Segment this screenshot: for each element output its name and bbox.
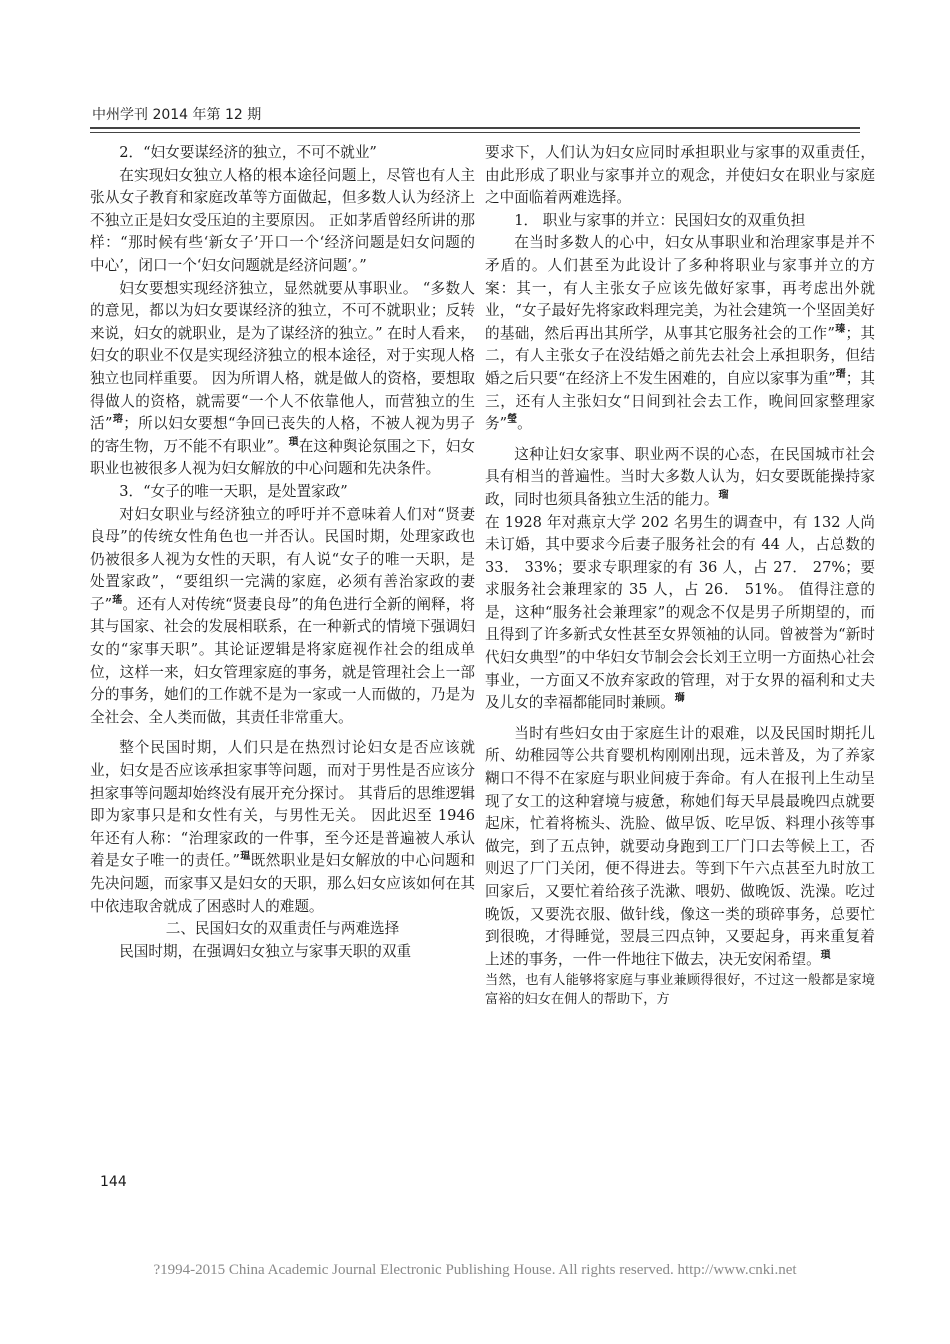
left-column — [90, 142, 475, 963]
page-number: 144 — [100, 1174, 127, 1190]
paragraph-text: 二、民国妇女的双重责任与两难选择 — [165, 920, 400, 938]
footnote-marker: 瑢 — [112, 414, 124, 426]
footnote-marker: 瑣 — [820, 949, 831, 961]
paragraph-text: ；其三，还有人主张妇女“日间到社会去工作，晚间回家整理家务” — [485, 369, 875, 433]
paragraph-text: 民国时期，在强调妇女独立与家事天职的双重 — [119, 942, 412, 960]
footnote-marker: 瑩 — [507, 414, 518, 426]
paragraph — [90, 504, 475, 730]
paragraph-text: 在实现妇女独立人格的根本途径问题上，尽管也有人主张从女子教育和家庭改革等方面做起，但多数人认为经济上不独立正是妇女受压迫的主要原因。 正如茅盾曾经所讲的那样：“那时候有些‘新女子’开口一个‘经济问题是妇女问题的中心’，闭口一个‘妇女问题就是经济问题’。” — [90, 166, 475, 274]
footnote-marker: 瑣 — [288, 436, 299, 448]
footnote-marker: 瑨 — [835, 369, 846, 381]
footnote-marker: 瑧 — [834, 323, 846, 335]
paragraph-text: ；所以妇女要想“争回已丧失的人格，不被人视为男子的寄生物，万不能不有职业”。 — [90, 415, 476, 455]
paragraph-text: 妇女要想实现经济独立，显然就要从事职业。 “多数人的意见，都以为妇女要谋经济的独立，不可不就职业；反转来说，妇女的就职业，是为了谋经济的独立。” 在时人看来，妇女的职业不仅是实现经济独立的根本途径，对于实现人格独立也同样重要。 因为所谓人格，就是做人的资格，要想取得做人的资格，就需要“一个人不依靠他人，而营独立的生活” — [90, 279, 475, 433]
paragraph — [485, 512, 875, 715]
footnote-marker: 瑥 — [239, 851, 251, 863]
copyright-footer: ?1994-2015 China Academic Journal Electronic Publishing House. All rights reserved. http://www.cnki.net — [153, 1262, 797, 1278]
paragraph — [485, 971, 875, 1009]
header-rule-thick — [90, 127, 860, 129]
paragraph-text: 在这种舆论氛围之下，妇女职业也被很多人视为妇女解放的中心问题和先决条件。 — [90, 437, 475, 478]
paragraph-text: 这种让妇女家事、职业两不误的心态，在民国城市社会具有相当的普遍性。当时大多数人认为，妇女要既能操持家政，同时也须具备独立生活的能力。 — [485, 445, 875, 508]
paragraph-text: 2．“妇女要谋经济的独立，不可不就业” — [119, 144, 377, 161]
paragraph-text: 3．“女子的唯一天职，是处置家政” — [119, 482, 348, 500]
paragraph-text: 。 — [517, 415, 532, 433]
paragraph — [485, 723, 875, 972]
paragraph-text: 既然职业是妇女解放的中心问题和先决问题，而家事又是妇女的天职，那么妇女应该如何在其中依违取舍就成了困惑时人的难题。 — [90, 852, 475, 915]
header-rule-thin — [90, 132, 860, 133]
paragraph-text: 要求下，人们认为妇女应同时承担职业与家事的双重责任，由此形成了职业与家事并立的观念，并使妇女在职业与家庭之中面临着两难选择。 — [485, 144, 875, 207]
paragraph — [90, 737, 475, 918]
paragraph-text: 当然，也有人能够将家庭与事业兼顾得很好，不过这一般都是家境富裕的妇女在佣人的帮助下，方 — [485, 973, 875, 1008]
paragraph — [90, 481, 475, 504]
paragraph — [90, 918, 475, 941]
paragraph — [90, 941, 475, 964]
paragraph-text: 在 1928 年对燕京大学 202 名男生的调查中，有 132 人尚未订婚，其中要求今后妻子服务社会的有 44 人，占总数的 33． 33%；要求专职理家的有 36 人，占 27． 27%；要求服务社会兼理家的 35 人，占 26． 51%。 值得注意的是，这种“服务社会兼理家”的观念不仅是男子所期望的，而且得到了许多新式女性甚至女界领袖的认同。曾被誉为“新时代妇女典型”的中华妇女节制会会长刘王立明一方面热心社会事业，一方面又不放弃家政的管理，对于女界的福利和丈夫及儿女的幸福都能同时兼顾。 — [485, 513, 875, 712]
paragraph-text: 1． 职业与家事的并立：民国妇女的双重负担 — [514, 211, 806, 229]
footnote-marker: 瑠 — [718, 490, 729, 502]
footnote-marker: 瑡 — [674, 693, 685, 705]
paragraph — [485, 142, 875, 210]
paragraph-text: 整个民国时期，人们只是在热烈讨论妇女是否应该就业，妇女是否应该承担家事等问题，而对于男性是否应该分担家事等问题却始终没有展开充分探讨。 其背后的思维逻辑即为家事只是和女性有关，与男性无关。 因此迟至 1946 年还有人称：“治理家政的一件事，至今还是普遍被人承认着是女子唯一的责任。” — [90, 739, 475, 870]
paragraph-text: 在当时多数人的心中，妇女从事职业和治理家事是并不矛盾的。人们甚至为此设计了多种将职业与家事并立的方案：其一，有人主张女子应该先做好家事，再考虑出外就业，“女子最好先将家政料理完美，为社会建筑一个坚固美好的基础，然后再出其所学，从事其它服务社会的工作” — [485, 234, 875, 342]
paragraph — [90, 142, 475, 165]
journal-header: 中州学刊 2014 年第 12 期 — [92, 107, 262, 123]
paragraph — [485, 444, 875, 512]
right-column — [485, 142, 875, 1009]
paragraph-text: 。还有人对传统“贤妻良母”的角色进行全新的阐释，将其与国家、社会的发展相联系，在一种新式的情境下强调妇女的“家事天职”。其论证逻辑是将家庭视作社会的组成单位，这样一来，妇女管理家庭的事务，就是管理社会上一部分的事务，她们的工作就不是为一家或一人而做的，乃是为全社会、全人类而做，其责任非常重大。 — [90, 595, 476, 726]
paragraph — [485, 232, 875, 435]
paragraph-text: 当时有些妇女由于家庭生计的艰难，以及民国时期托儿所、幼稚园等公共育婴机构刚刚出现，远未普及，为了养家糊口不得不在家庭与职业间疲于奔命。有人在报刊上生动呈现了女工的这种窘境与疲惫，称她们每天早晨最晚四点就要起床，忙着将梳头、洗脸、做早饭、吃早饭、料理小孩等事做完，到了五点钟，就要动身跑到工厂门口去等候上工，否则迟了厂门关闭，便不得进去。等到下午六点甚至九时放工回家后，又要忙着给孩子洗漱、喂奶、做晚饭、洗澡。吃过晚饭，又要洗衣服、做针线，像这一类的琐碎事务，总要忙到很晚，才得睡觉，翌晨三四点钟，又要起身，再来重复着上述的事务，一件一件地往下做去，决无安闲希望。 — [485, 724, 875, 968]
paragraph — [90, 278, 475, 481]
paragraph-text: ；其二，有人主张女子在没结婚之前先去社会上承担职务，但结婚之后只要“在经济上不发生困难的，自应以家事为重” — [485, 324, 875, 387]
paragraph — [485, 210, 875, 233]
paragraph — [90, 165, 475, 278]
paragraph-text: 对妇女职业与经济独立的呼吁并不意味着人们对“贤妻良母”的传统女性角色也一并否认。民国时期，处理家政也仍被很多人视为女性的天职，有人说“女子的唯一天职，是处置家政”，“要组织一完满的家庭，必须有善治家政的妻子” — [90, 505, 475, 613]
footnote-marker: 瑤 — [112, 595, 123, 607]
